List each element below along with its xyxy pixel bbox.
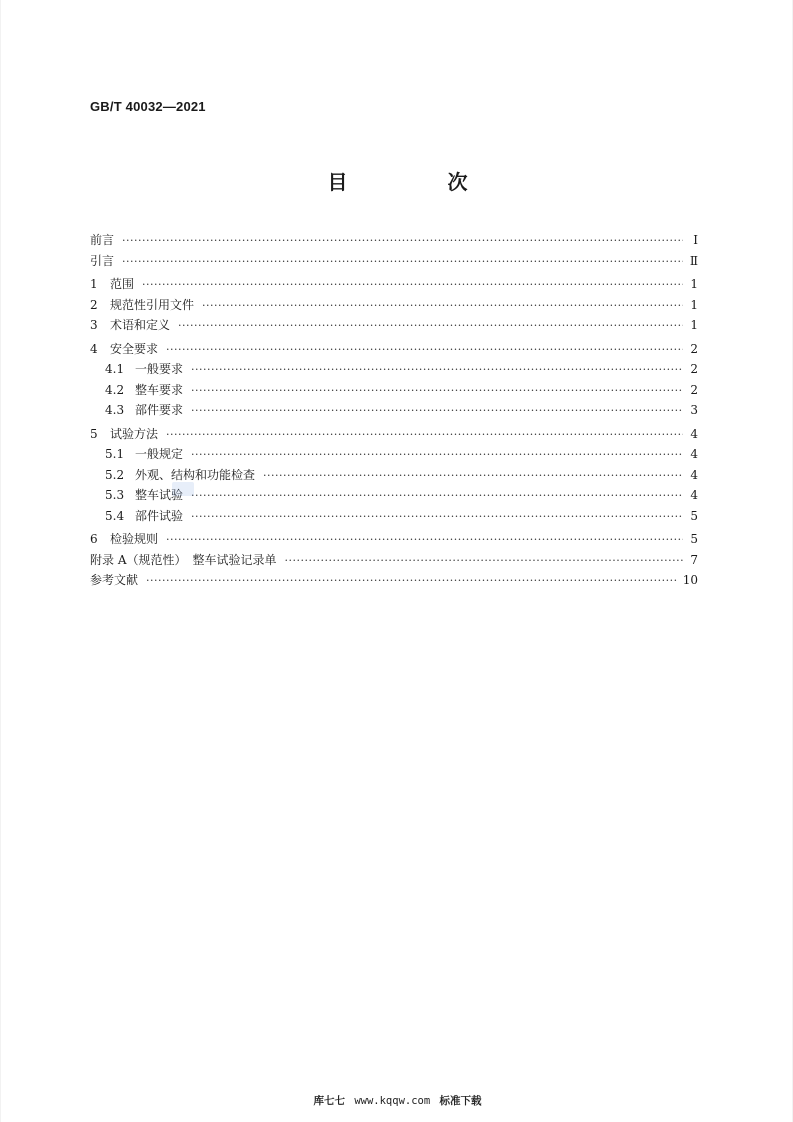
toc-entry-page: 4 [690, 467, 698, 482]
toc-leader-dots [191, 486, 683, 507]
toc-entry-page: 5 [690, 508, 698, 523]
toc-entry[interactable] [90, 230, 698, 251]
toc-leader-dots [166, 425, 683, 446]
footer-slogan: 标准下载 [439, 1095, 482, 1107]
toc-entry-label: 安全要求 [110, 341, 159, 356]
toc-entry-label: 范围 [110, 277, 135, 291]
highlight-mark [172, 482, 194, 496]
toc-entry-label: 参考文献 [90, 573, 139, 587]
footer-site-name: 库七七 [313, 1095, 345, 1107]
toc-leader-dots [263, 466, 683, 487]
toc-entry-label: 一般要求 [135, 362, 184, 376]
toc-leader-dots [202, 296, 683, 317]
toc-leader-dots [122, 252, 683, 273]
toc-entry[interactable] [90, 424, 698, 445]
toc-entry-page: 2 [690, 341, 698, 356]
toc-entry-number: 5 [90, 426, 98, 441]
toc-entry-label: 整车试验 [135, 488, 184, 502]
toc-leader-dots [146, 571, 677, 592]
toc-leader-dots [191, 507, 683, 528]
toc-entry-page: 4 [690, 488, 698, 502]
toc-entry[interactable] [90, 506, 698, 527]
toc-entry-page: 5 [690, 532, 698, 546]
toc-entry-number: 1 [90, 277, 98, 291]
toc-entry-number: 4.2 [105, 382, 125, 397]
toc-entry-page: 10 [682, 573, 698, 587]
toc-entry-label: 检验规则 [110, 532, 159, 546]
toc-leader-dots [178, 316, 683, 337]
table-of-contents [90, 230, 698, 591]
toc-entry-page: 4 [690, 426, 698, 441]
toc-entry-label: 术语和定义 [110, 318, 171, 332]
toc-entry[interactable] [90, 359, 698, 380]
toc-entry-number: 5.2 [105, 467, 125, 482]
toc-entry-number: 3 [90, 318, 98, 332]
toc-leader-dots [191, 381, 683, 402]
toc-entry[interactable] [90, 380, 698, 401]
toc-entry-number: 5.3 [105, 488, 125, 502]
toc-leader-dots [166, 530, 683, 551]
toc-entry-number: 5.1 [105, 447, 125, 461]
toc-entry-page: Ⅱ [689, 253, 698, 268]
toc-leader-dots [191, 360, 683, 381]
toc-entry-label: 规范性引用文件 [110, 297, 195, 312]
toc-leader-dots [142, 275, 683, 296]
toc-entry-number: 5.4 [105, 508, 125, 523]
toc-entry-label: 附录 A（规范性） 整车试验记录单 [90, 552, 277, 567]
toc-entry-label: 一般规定 [135, 447, 184, 461]
toc-entry-page: 2 [690, 382, 698, 397]
toc-entry-label: 部件试验 [135, 508, 184, 523]
toc-title: 目 次 [327, 170, 508, 194]
toc-entry-label: 引言 [90, 253, 115, 268]
toc-leader-dots [191, 401, 683, 422]
toc-entry[interactable] [90, 550, 698, 571]
toc-entry[interactable] [90, 444, 698, 465]
toc-entry-label: 试验方法 [110, 426, 159, 441]
toc-entry-page: 4 [690, 447, 698, 461]
toc-entry-page: 1 [690, 297, 698, 312]
toc-leader-dots [166, 340, 683, 361]
toc-entry-number: 4.1 [105, 362, 125, 376]
toc-entry-label: 外观、结构和功能检查 [135, 467, 256, 482]
toc-entry[interactable] [90, 339, 698, 360]
toc-entry[interactable] [90, 295, 698, 316]
toc-entry-page: 1 [690, 277, 698, 291]
toc-entry[interactable] [90, 570, 698, 591]
toc-entry-page: 2 [690, 362, 698, 376]
toc-entry-number: 4 [90, 341, 98, 356]
toc-entry[interactable] [90, 251, 698, 272]
toc-entry-number: 6 [90, 532, 98, 546]
page-footer [1, 1093, 793, 1108]
toc-entry-page: 3 [690, 403, 698, 417]
footer-url[interactable]: www.kqqw.com [354, 1095, 431, 1107]
toc-entry-label: 整车要求 [135, 382, 184, 397]
standard-code: GB/T 40032—2021 [90, 99, 206, 114]
toc-leader-dots [191, 445, 683, 466]
toc-entry-page: Ⅰ [693, 233, 698, 247]
toc-entry-number: 4.3 [105, 403, 125, 417]
toc-leader-dots [284, 551, 683, 572]
toc-entry-label: 部件要求 [135, 403, 184, 417]
toc-entry-page: 7 [690, 552, 698, 567]
toc-leader-dots [122, 231, 683, 252]
toc-entry-label: 前言 [90, 233, 115, 247]
toc-entry[interactable] [90, 274, 698, 295]
toc-entry-page: 1 [690, 318, 698, 332]
toc-entry-number: 2 [90, 297, 98, 312]
toc-entry[interactable] [90, 315, 698, 336]
toc-entry[interactable] [90, 400, 698, 421]
toc-entry[interactable] [90, 529, 698, 550]
